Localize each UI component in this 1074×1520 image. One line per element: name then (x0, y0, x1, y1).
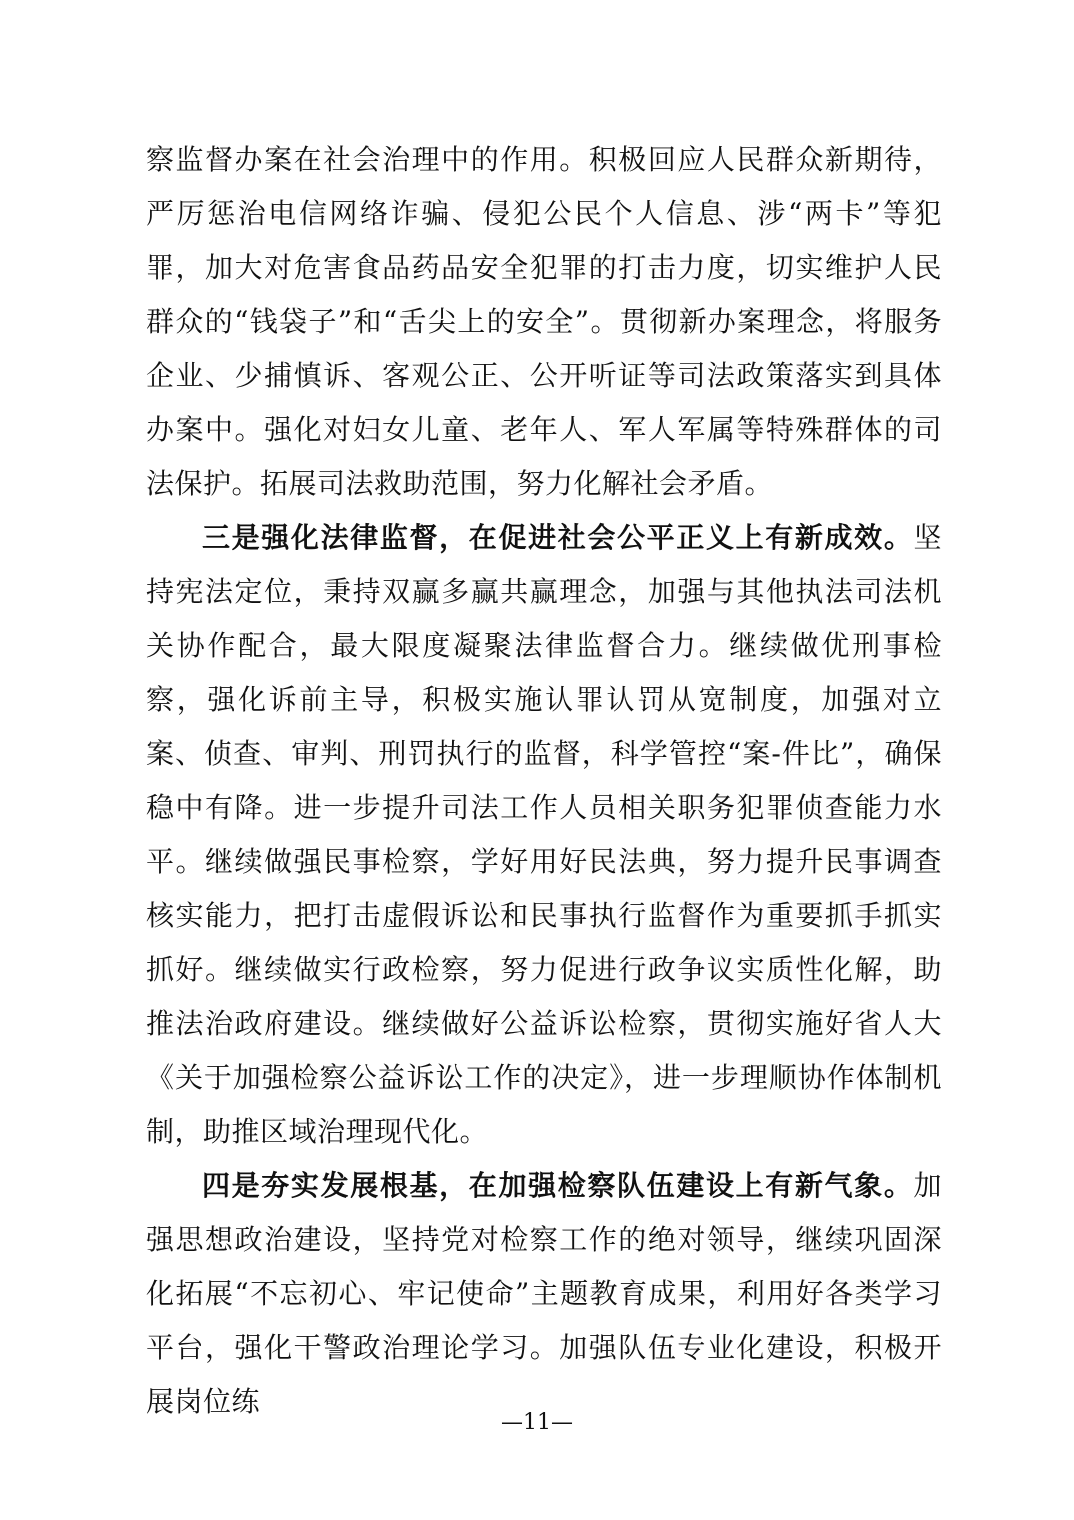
paragraph-lead: 三是强化法律监督，在促进社会公平正义上有新成效。 (202, 521, 914, 554)
page-number: —11— (501, 1410, 573, 1435)
paragraph-team-building (146, 1159, 942, 1429)
paragraph-lead: 四是夯实发展根基，在加强检察队伍建设上有新气象。 (202, 1169, 914, 1202)
document-body (146, 133, 942, 1429)
paragraph-continued (146, 133, 942, 511)
paragraph-text: 察监督办案在社会治理中的作用。积极回应人民群众新期待，严厉惩治电信网络诈骗、侵犯公民个人信息、涉“两卡”等犯罪，加大对危害食品药品安全犯罪的打击力度，切实维护人民群众的“钱袋子”和“舌尖上的安全”。贯彻新办案理念，将服务企业、少捕慎诉、客观公正、公开听证等司法政策落实到具体办案中。强化对妇女儿童、老年人、军人军属等特殊群体的司法保护。拓展司法救助范围，努力化解社会矛盾。 (146, 143, 942, 500)
paragraph-text: 坚持宪法定位，秉持双赢多赢共赢理念，加强与其他执法司法机关协作配合，最大限度凝聚法律监督合力。继续做优刑事检察，强化诉前主导，积极实施认罪认罚从宽制度，加强对立案、侦查、审判、刑罚执行的监督，科学管控“案-件比”，确保稳中有降。进一步提升司法工作人员相关职务犯罪侦查能力水平。继续做强民事检察，学好用好民法典，努力提升民事调查核实能力，把打击虚假诉讼和民事执行监督作为重要抓手抓实抓好。继续做实行政检察，努力促进行政争议实质性化解，助推法治政府建设。继续做好公益诉讼检察，贯彻实施好省人大《关于加强检察公益诉讼工作的决定》，进一步理顺协作体制机制，助推区域治理现代化。 (146, 521, 942, 1148)
paragraph-text: 加强思想政治建设，坚持党对检察工作的绝对领导，继续巩固深化拓展“不忘初心、牢记使命”主题教育成果，利用好各类学习平台，强化干警政治理论学习。加强队伍专业化建设，积极开展岗位练 (146, 1169, 942, 1418)
paragraph-legal-supervision (146, 511, 942, 1159)
